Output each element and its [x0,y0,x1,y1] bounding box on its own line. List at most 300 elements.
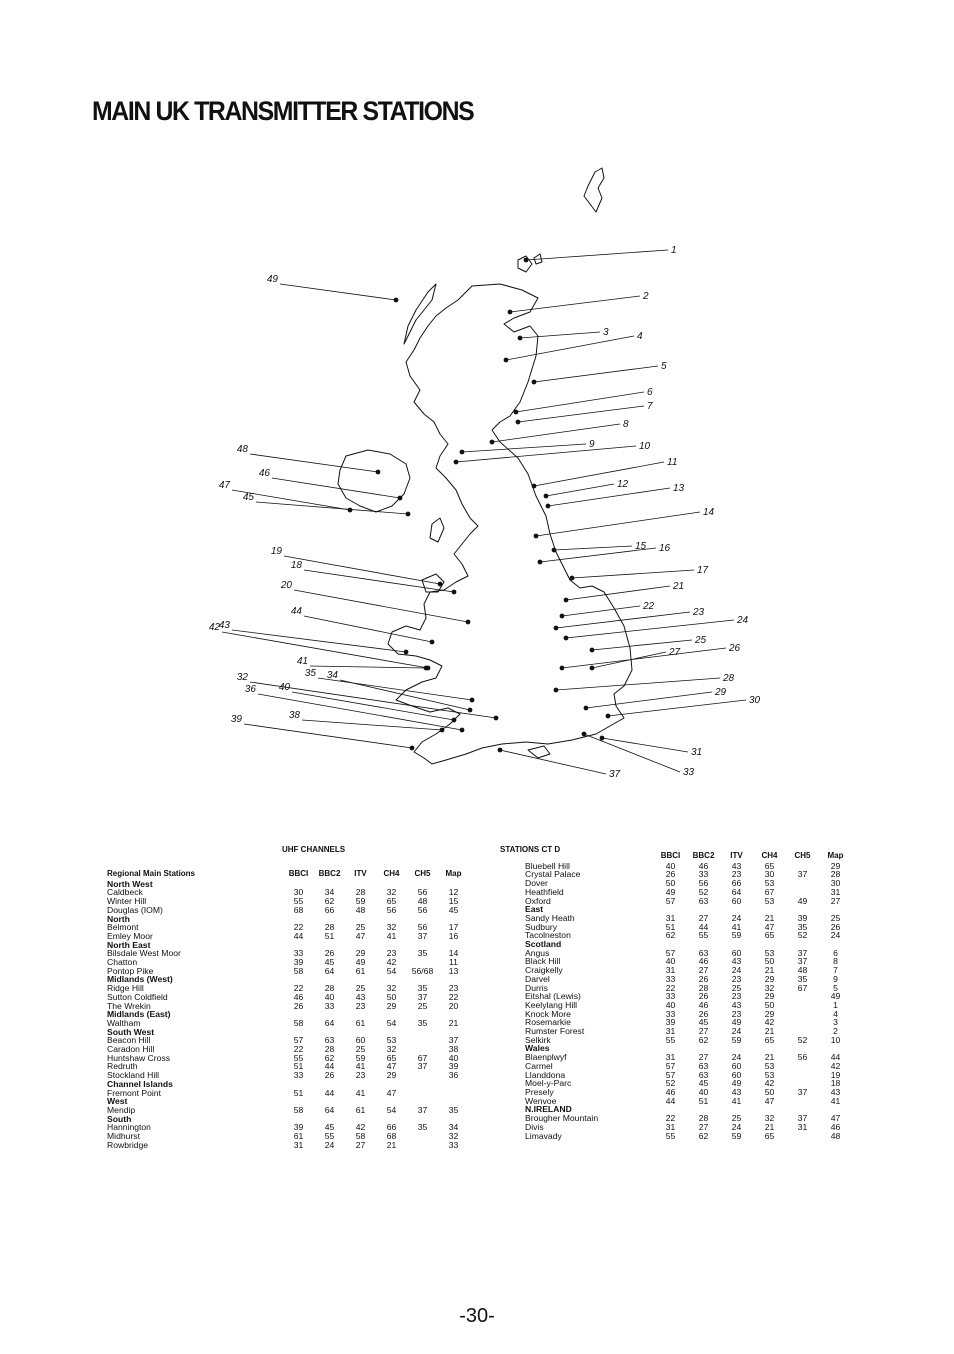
table-row [107,923,469,932]
region-heading: North West [107,878,153,889]
channel-value: 47 [764,921,775,932]
transmitter-dot [564,598,568,602]
channel-value: 32 [448,1131,459,1142]
leader-line [492,424,620,442]
channel-value: 40 [324,991,335,1002]
station-name: Selkirk [525,1034,551,1045]
station-name: Darvel [525,973,550,984]
table-row [525,1001,852,1010]
leader-line [602,738,688,752]
channel-value: 58 [293,965,304,976]
map-label: 31 [691,747,703,758]
channel-value: 37 [417,1104,428,1115]
channel-value: 28 [324,1044,335,1055]
channel-value: 23 [448,983,459,994]
channel-value: 58 [355,1131,366,1142]
channel-value: 35 [797,921,808,932]
transmitter-dot [524,258,528,262]
channel-value: 48 [797,965,808,976]
channel-value: 65 [386,1052,397,1063]
leader-line [536,512,700,536]
station-name: Caldbeck [107,887,143,898]
channel-value: 47 [386,1061,397,1072]
transmitter-dot [508,310,512,314]
transmitter-dot [404,650,408,654]
map-label: 37 [609,769,621,780]
station-name: Wenvoe [525,1095,557,1106]
region-heading-row [107,1115,469,1124]
station-name: Beacon Hill [107,1035,151,1046]
region-heading-row [107,1010,469,1019]
table-row [107,932,469,941]
channel-value: 53 [764,947,775,958]
station-name: Eitshal (Lewis) [525,991,581,1002]
channel-value: 27 [698,1052,709,1063]
channel-value: 45 [698,1078,709,1089]
channel-value: 24 [830,930,841,941]
region-heading: Midlands (West) [107,974,173,985]
region-heading: South [107,1113,132,1124]
channel-value: 32 [764,1113,775,1124]
channel-value: 24 [324,1139,335,1150]
transmitter-dot [454,460,458,464]
channel-value: 27 [698,1121,709,1132]
channel-value: 47 [386,1087,397,1098]
leader-line [310,666,426,668]
column-header: ITV [354,869,367,878]
map-label: 45 [242,492,254,503]
orkney-outline [518,254,542,272]
channel-value: 22 [665,1113,676,1124]
channel-value: 23 [355,1000,366,1011]
channel-value: 25 [417,1000,428,1011]
channel-value: 51 [293,1087,304,1098]
channel-value: 10 [830,1034,841,1045]
channel-value [786,1132,819,1141]
channel-value: 32 [386,922,397,933]
map-label: 19 [270,546,282,557]
transmitter-dot [406,512,410,516]
leader-line [584,734,680,772]
channel-value: 26 [324,1070,335,1081]
region-heading: N.IRELAND [525,1104,572,1115]
channel-value: 28 [324,983,335,994]
channel-value: 53 [386,1035,397,1046]
channel-value: 45 [324,1122,335,1133]
table-row [107,1089,469,1098]
channel-value: 53 [764,1060,775,1071]
channel-value: 59 [731,1034,742,1045]
column-header: CH5 [414,869,431,878]
transmitter-dot [532,380,536,384]
channel-value: 41 [731,1095,742,1106]
leader-line [572,570,694,578]
channel-value: 26 [698,973,709,984]
station-name: Pontop Pike [107,965,154,976]
channel-value: 9 [833,973,838,984]
table-row [525,1088,852,1097]
channel-value: 31 [830,886,841,897]
channel-value: 21 [764,1026,775,1037]
channel-value: 50 [764,999,775,1010]
channel-value: 6 [833,947,838,958]
hebrides-outline [404,284,436,344]
leader-line [318,678,472,700]
channel-value: 62 [324,896,335,907]
channel-value: 68 [293,904,304,915]
channel-value: 49 [797,895,808,906]
channel-value: 26 [698,1008,709,1019]
transmitter-dot [460,728,464,732]
station-name: Keelylang Hill [525,999,578,1010]
channel-value: 60 [731,947,742,958]
channel-value: 62 [698,1034,709,1045]
station-name: Presely [525,1086,554,1097]
station-name: Huntshaw Cross [107,1052,171,1063]
map-label: 22 [643,601,655,612]
table-row [525,879,852,888]
channel-value: 8 [833,956,838,967]
channel-value: 44 [830,1052,841,1063]
leader-line [526,250,668,260]
channel-value: 22 [665,982,676,993]
table-row [107,1141,469,1150]
transmitter-dot [468,708,472,712]
channel-value: 3 [833,1017,838,1028]
channel-value: 64 [324,965,335,976]
channel-value: 37 [797,947,808,958]
transmitter-dot [554,688,558,692]
channel-value: 33 [665,1008,676,1019]
channel-value: 54 [386,1104,397,1115]
channel-value: 22 [293,983,304,994]
map-label: 13 [673,483,685,494]
channel-value: 32 [764,982,775,993]
station-name: Rosemarkie [525,1017,571,1028]
leader-line [510,296,640,312]
channel-value: 64 [324,1104,335,1115]
channel-value: 53 [764,895,775,906]
map-label: 12 [617,479,629,490]
channel-value: 21 [764,1052,775,1063]
channel-value: 25 [355,1044,366,1055]
channel-value: 57 [665,1069,676,1080]
channel-value: 64 [324,1017,335,1028]
table-row [107,1019,469,1028]
station-name: Redruth [107,1061,138,1072]
station-name: Stockland Hill [107,1070,160,1081]
region-heading-row [107,975,469,984]
channel-value: 33 [324,1000,335,1011]
channel-value: 44 [698,921,709,932]
channel-value: 39 [293,1122,304,1133]
map-label: 29 [715,687,727,698]
channel-value: 5 [833,982,838,993]
map-label: 48 [236,444,248,455]
channel-value: 23 [731,991,742,1002]
channel-value: 45 [324,957,335,968]
table-row [525,1036,852,1045]
channel-value: 45 [448,904,459,915]
leader-line [222,632,428,668]
channel-value: 50 [764,956,775,967]
channel-value: 32 [386,887,397,898]
channel-value: 24 [731,1026,742,1037]
transmitter-dot [514,410,518,414]
transmitter-dot [504,358,508,362]
channel-value: 21 [764,1121,775,1132]
channel-value: 56 [797,1052,808,1063]
map-label: 38 [288,710,300,721]
channel-value: 16 [448,930,459,941]
table-row [107,1123,469,1132]
map-label: 36 [244,684,256,695]
transmitter-dot [584,706,588,710]
transmitter-dot [544,494,548,498]
channel-value [786,1018,819,1027]
channel-value: 48 [830,1130,841,1141]
channel-value: 24 [731,912,742,923]
channel-value: 14 [448,948,459,959]
channel-value: 28 [355,887,366,898]
channel-value: 22 [293,922,304,933]
station-name: Waltham [107,1017,141,1028]
leader-line [280,284,396,300]
channel-value: 55 [665,1130,676,1141]
channel-value: 30 [830,878,841,889]
channel-value: 33 [665,973,676,984]
transmitter-dot [560,666,564,670]
region-heading: South West [107,1026,155,1037]
transmitter-dot [494,716,498,720]
station-name: Bluebell Hill [525,860,570,871]
channel-value [786,1097,819,1106]
great-britain-outline [388,284,632,764]
column-header: Regional Main Stations [107,869,196,878]
leader-line [548,488,670,506]
channel-value: 11 [449,957,458,968]
channel-value: 39 [293,957,304,968]
leader-line [244,724,412,748]
channel-value: 64 [731,886,742,897]
leader-line [500,750,606,774]
channel-value: 37 [417,1061,428,1072]
channel-value: 32 [386,983,397,994]
channel-value: 52 [665,1078,676,1089]
channel-value: 46 [830,1121,841,1132]
channel-value: 25 [355,983,366,994]
channel-value: 30 [764,869,775,880]
channel-value: 22 [448,991,459,1002]
channel-value: 53 [764,878,775,889]
channel-value: 41 [731,921,742,932]
channel-value [786,1071,819,1080]
channel-value: 29 [764,1008,775,1019]
station-name: Black Hill [525,956,561,967]
channel-value: 22 [293,1044,304,1055]
channel-value [407,1089,438,1098]
column-header: CH4 [383,869,400,878]
table-row [107,1132,469,1141]
channel-value: 63 [698,895,709,906]
map-label: 2 [643,291,649,302]
map-label: 16 [659,543,671,554]
channel-value: 43 [355,991,366,1002]
channel-value: 55 [293,896,304,907]
leader-line [556,678,720,690]
channel-value: 31 [665,1052,676,1063]
channel-value: 59 [355,896,366,907]
channel-value: 43 [731,1086,742,1097]
channel-value: 12 [448,887,459,898]
channel-value [786,1001,819,1010]
channel-value: 28 [698,982,709,993]
channel-value: 67 [797,982,808,993]
channel-value: 46 [698,956,709,967]
channel-value: 27 [830,895,841,906]
channel-value: 15 [448,896,459,907]
channel-value: 44 [665,1095,676,1106]
channel-value: 68 [386,1131,397,1142]
channel-value: 40 [698,1086,709,1097]
channel-value: 27 [355,1139,366,1150]
map-label: 41 [296,656,308,667]
channel-value: 67 [764,886,775,897]
channel-value: 49 [830,991,841,1002]
channel-value: 43 [731,956,742,967]
station-name: Durris [525,982,548,993]
right-stations-table [525,852,852,1140]
channel-value: 40 [665,999,676,1010]
station-name: Oxford [525,895,551,906]
channel-value: 33 [665,991,676,1002]
map-label: 21 [673,581,685,592]
channel-value: 35 [417,1017,428,1028]
channel-value: 44 [324,1087,335,1098]
channel-value: 47 [764,1095,775,1106]
region-heading: Channel Islands [107,1078,173,1089]
uk-transmitter-map [200,160,780,780]
station-name: Craigkelly [525,965,563,976]
station-name: Limavady [525,1130,562,1141]
station-name: Carmel [525,1060,553,1071]
column-header: BBC2 [318,869,341,878]
leader-line [272,478,400,498]
channel-value: 23 [731,1008,742,1019]
map-label: 33 [683,767,695,778]
map-label: 24 [737,615,749,626]
station-name: Mendip [107,1104,136,1115]
map-label: 7 [647,401,653,412]
channel-value: 1 [833,999,838,1010]
channel-value: 58 [293,1017,304,1028]
station-name: Douglas (IOM) [107,904,163,915]
transmitter-dot [490,440,494,444]
channel-value: 56/68 [411,965,434,976]
station-name: Caradon Hill [107,1044,155,1055]
region-heading-row [107,1028,469,1037]
map-label: 23 [693,607,705,618]
channel-value: 37 [417,991,428,1002]
channel-value: 26 [830,921,841,932]
channel-value: 24 [731,1121,742,1132]
table-row [525,1132,852,1141]
station-name: Hannington [107,1122,151,1133]
channel-value: 25 [731,982,742,993]
channel-value: 56 [417,887,428,898]
channel-value: 21 [764,912,775,923]
transmitter-dot [552,548,556,552]
transmitter-dot [534,534,538,538]
leader-line [256,502,408,514]
region-heading: Wales [525,1043,550,1054]
transmitter-dot [470,698,474,702]
transmitter-dot [430,640,434,644]
channel-value: 55 [665,1034,676,1045]
channel-value: 56 [386,904,397,915]
channel-value: 63 [698,1060,709,1071]
transmitter-dot [532,484,536,488]
isle-of-wight-outline [528,746,550,758]
channel-value: 30 [293,887,304,898]
station-name: Heathfield [525,886,564,897]
column-header: Map [827,851,844,860]
transmitter-dot [438,582,442,586]
station-name: Fremont Point [107,1087,161,1098]
channel-value: 57 [665,895,676,906]
channel-value: 62 [665,930,676,941]
transmitter-dot [410,746,414,750]
channel-value [786,879,819,888]
leader-line [294,590,468,622]
table-row [107,949,469,958]
channel-value: 23 [731,973,742,984]
channel-value: 7 [833,965,838,976]
channel-value: 37 [448,1035,459,1046]
channel-value: 49 [665,886,676,897]
channel-value: 38 [448,1044,459,1055]
channel-value [407,1141,438,1150]
column-header: BBCI [288,869,309,878]
channel-value: 28 [698,1113,709,1124]
channel-value: 52 [698,886,709,897]
channel-value: 50 [764,1086,775,1097]
leader-lines [222,250,746,774]
map-label: 15 [635,541,647,552]
map-label: 42 [208,622,220,633]
leader-line [562,606,640,616]
column-header: ITV [730,851,743,860]
station-name: Sutton Coldfield [107,991,168,1002]
transmitter-dot [600,736,604,740]
stations-continued-header: STATIONS CT D [500,845,561,854]
channel-value: 33 [293,948,304,959]
channel-value: 60 [731,1069,742,1080]
channel-value: 54 [386,1017,397,1028]
transmitter-dot [590,666,594,670]
column-header: BBC2 [692,851,715,860]
transmitter-dot [452,718,456,722]
channel-value: 65 [764,930,775,941]
leader-line [302,720,442,730]
channel-value: 31 [797,1121,808,1132]
channel-value: 46 [698,999,709,1010]
map-label: 25 [695,635,707,646]
table-row [525,1062,852,1071]
map-label: 3 [603,327,609,338]
column-header: CH5 [794,851,811,860]
channel-value: 42 [830,1060,841,1071]
